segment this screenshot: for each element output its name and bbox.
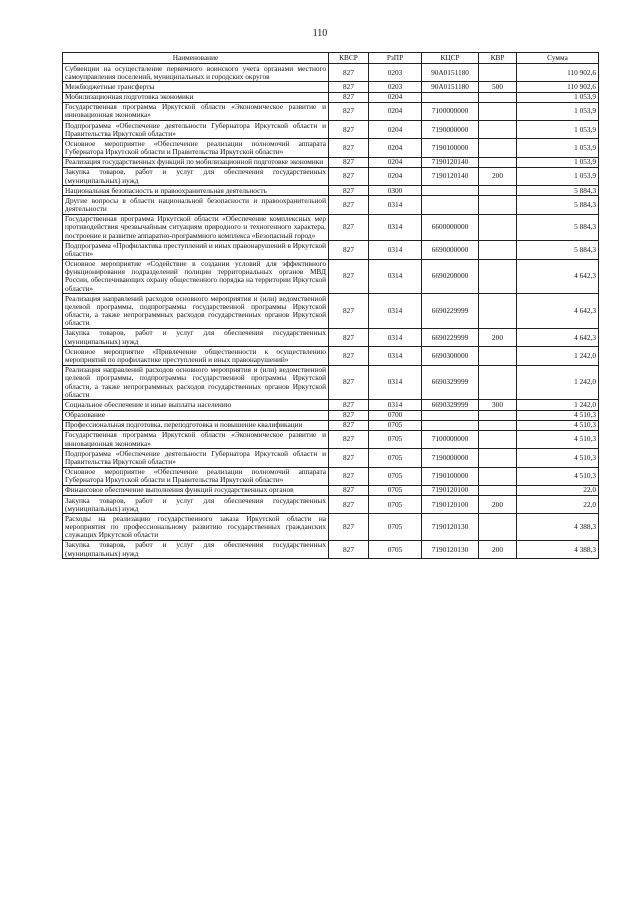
row-kvr xyxy=(479,449,517,467)
row-kvsr: 827 xyxy=(329,102,369,120)
row-kcsr: 7100000000 xyxy=(422,430,479,448)
row-name: Образование xyxy=(63,410,329,420)
row-kcsr: 7100000000 xyxy=(422,102,479,120)
row-kvr xyxy=(479,139,517,157)
row-rzpr: 0314 xyxy=(369,347,422,365)
table-row xyxy=(63,328,599,346)
row-kcsr: 7190000000 xyxy=(422,121,479,139)
table-header-row xyxy=(63,53,599,64)
row-name: Закупка товаров, работ и услуг для обеспечения государственных (муниципальных) нужд xyxy=(63,167,329,185)
row-name: Национальная безопасность и правоохранительная деятельность xyxy=(63,186,329,196)
row-sum: 4 642,3 xyxy=(517,328,599,346)
row-kvr xyxy=(479,241,517,259)
table-row xyxy=(63,241,599,259)
row-sum: 110 902,6 xyxy=(517,82,599,92)
budget-table xyxy=(62,52,599,559)
row-kcsr xyxy=(422,186,479,196)
row-rzpr: 0705 xyxy=(369,449,422,467)
row-name: Государственная программа Иркутской области «Обеспечение комплексных мер противодействия чрезвычайным ситуациям природного и техногенного характера, построение и развитие аппаратно-программного комплекса «Безопасный город» xyxy=(63,214,329,241)
row-name: Закупка товаров, работ и услуг для обеспечения государственных (муниципальных) нужд xyxy=(63,540,329,558)
row-sum: 5 884,3 xyxy=(517,186,599,196)
row-kvr: 200 xyxy=(479,540,517,558)
row-kvsr: 827 xyxy=(329,64,369,82)
table-row xyxy=(63,540,599,558)
row-kvsr: 827 xyxy=(329,420,369,430)
row-name: Реализация направлений расходов основного мероприятия и (или) ведомственной целевой программы, подпрограммы государственной программы Иркутской области, а также непрограммных расходов государственных органов Иркутской области xyxy=(63,365,329,400)
table-row xyxy=(63,485,599,495)
row-kvr xyxy=(479,514,517,541)
row-rzpr: 0203 xyxy=(369,82,422,92)
row-sum: 22,0 xyxy=(517,496,599,514)
row-kvr xyxy=(479,365,517,400)
table-row xyxy=(63,167,599,185)
row-sum: 4 510,3 xyxy=(517,467,599,485)
row-rzpr: 0705 xyxy=(369,485,422,495)
row-rzpr: 0314 xyxy=(369,400,422,410)
row-kvsr: 827 xyxy=(329,214,369,241)
row-sum: 4 510,3 xyxy=(517,410,599,420)
row-rzpr: 0204 xyxy=(369,139,422,157)
row-kvr: 200 xyxy=(479,496,517,514)
row-sum: 4 510,3 xyxy=(517,420,599,430)
row-kvr: 200 xyxy=(479,167,517,185)
row-kcsr: 6690200000 xyxy=(422,259,479,294)
table-row xyxy=(63,82,599,92)
row-sum: 4 388,3 xyxy=(517,540,599,558)
row-kcsr: 90А0151180 xyxy=(422,82,479,92)
row-kvsr: 827 xyxy=(329,328,369,346)
row-kvsr: 827 xyxy=(329,186,369,196)
row-sum: 4 388,3 xyxy=(517,514,599,541)
row-kvsr: 827 xyxy=(329,347,369,365)
row-rzpr: 0204 xyxy=(369,102,422,120)
row-sum: 5 884,3 xyxy=(517,196,599,214)
row-kvr xyxy=(479,214,517,241)
row-kvr xyxy=(479,485,517,495)
row-name: Социальное обеспечение и иные выплаты населению xyxy=(63,400,329,410)
row-kcsr xyxy=(422,196,479,214)
row-name: Закупка товаров, работ и услуг для обеспечения государственных (муниципальных) нужд xyxy=(63,496,329,514)
row-kcsr xyxy=(422,92,479,102)
row-kcsr: 6690229999 xyxy=(422,294,479,329)
row-sum: 1 053,9 xyxy=(517,121,599,139)
row-rzpr: 0314 xyxy=(369,241,422,259)
row-rzpr: 0314 xyxy=(369,365,422,400)
row-sum: 1 053,9 xyxy=(517,157,599,167)
row-rzpr: 0700 xyxy=(369,410,422,420)
row-kvsr: 827 xyxy=(329,410,369,420)
row-rzpr: 0705 xyxy=(369,420,422,430)
row-kvr: 500 xyxy=(479,82,517,92)
row-sum: 1 242,0 xyxy=(517,365,599,400)
row-kvr xyxy=(479,121,517,139)
row-name: Субвенции на осуществление первичного воинского учета органами местного самоуправления поселений, муниципальных и городских округов xyxy=(63,64,329,82)
row-kvsr: 827 xyxy=(329,496,369,514)
row-kvr: 300 xyxy=(479,400,517,410)
table-row xyxy=(63,514,599,541)
row-kvsr: 827 xyxy=(329,540,369,558)
row-name: Реализация государственных функций по мобилизационной подготовке экономики xyxy=(63,157,329,167)
row-kvsr: 827 xyxy=(329,430,369,448)
header-rzpr: РзПР xyxy=(369,53,422,64)
row-rzpr: 0203 xyxy=(369,64,422,82)
header-kvr: КВР xyxy=(479,53,517,64)
row-rzpr: 0705 xyxy=(369,496,422,514)
row-kvsr: 827 xyxy=(329,294,369,329)
row-rzpr: 0314 xyxy=(369,214,422,241)
row-rzpr: 0204 xyxy=(369,92,422,102)
row-kvsr: 827 xyxy=(329,400,369,410)
row-rzpr: 0300 xyxy=(369,186,422,196)
row-kvsr: 827 xyxy=(329,139,369,157)
row-kcsr: 6690229999 xyxy=(422,328,479,346)
row-kvsr: 827 xyxy=(329,259,369,294)
header-kcsr: КЦСР xyxy=(422,53,479,64)
table-row xyxy=(63,347,599,365)
table-row xyxy=(63,400,599,410)
row-rzpr: 0705 xyxy=(369,514,422,541)
table-row xyxy=(63,410,599,420)
table-row xyxy=(63,420,599,430)
row-kvr xyxy=(479,467,517,485)
row-rzpr: 0204 xyxy=(369,167,422,185)
row-kcsr xyxy=(422,410,479,420)
row-kvsr: 827 xyxy=(329,196,369,214)
row-kcsr: 6690329999 xyxy=(422,400,479,410)
row-kcsr: 6690300000 xyxy=(422,347,479,365)
row-name: Основное мероприятие «Обеспечение реализации полномочий аппарата Губернатора Иркутской области и Правительства Иркутской области» xyxy=(63,467,329,485)
row-name: Подпрограмма «Обеспечение деятельности Губернатора Иркутской области и Правительства Иркутской области» xyxy=(63,121,329,139)
page-number: 110 xyxy=(312,28,328,39)
row-kvsr: 827 xyxy=(329,365,369,400)
table-row xyxy=(63,92,599,102)
row-rzpr: 0705 xyxy=(369,540,422,558)
table-body xyxy=(63,64,599,559)
table-row xyxy=(63,139,599,157)
row-sum: 1 053,9 xyxy=(517,92,599,102)
row-kcsr: 7190120130 xyxy=(422,514,479,541)
row-sum: 1 053,9 xyxy=(517,139,599,157)
row-rzpr: 0314 xyxy=(369,294,422,329)
row-kvr xyxy=(479,430,517,448)
row-sum: 4 642,3 xyxy=(517,294,599,329)
row-kcsr: 7190120100 xyxy=(422,485,479,495)
row-sum: 5 884,3 xyxy=(517,214,599,241)
row-name: Основное мероприятие «Содействие в создании условий для эффективного функционирования подразделений полиции территориальных органов МВД России, обеспечивающих охрану общественного порядка на территории Иркутской области» xyxy=(63,259,329,294)
table-row xyxy=(63,496,599,514)
table-row xyxy=(63,430,599,448)
row-kcsr: 7190120140 xyxy=(422,157,479,167)
row-name: Основное мероприятие «Привлечение общественности к осуществлению мероприятий по профилактике преступлений и иных правонарушений» xyxy=(63,347,329,365)
row-kcsr xyxy=(422,420,479,430)
row-name: Основное мероприятие «Обеспечение реализации полномочий аппарата Губернатора Иркутской области и Правительства Иркутской области» xyxy=(63,139,329,157)
row-sum: 4 642,3 xyxy=(517,259,599,294)
table-row xyxy=(63,467,599,485)
row-name: Межбюджетные трансферты xyxy=(63,82,329,92)
table-row xyxy=(63,259,599,294)
row-name: Другие вопросы в области национальной безопасности и правоохранительной деятельности xyxy=(63,196,329,214)
row-kcsr: 90А0151180 xyxy=(422,64,479,82)
row-kcsr: 7190100000 xyxy=(422,467,479,485)
row-rzpr: 0314 xyxy=(369,328,422,346)
header-name: Наименование xyxy=(63,53,329,64)
row-kcsr: 6600000000 xyxy=(422,214,479,241)
row-kvsr: 827 xyxy=(329,449,369,467)
table-row xyxy=(63,121,599,139)
table-row xyxy=(63,294,599,329)
table-row xyxy=(63,157,599,167)
row-kcsr: 6690000000 xyxy=(422,241,479,259)
row-kvr xyxy=(479,420,517,430)
row-kvsr: 827 xyxy=(329,485,369,495)
row-name: Государственная программа Иркутской области «Экономическое развитие и инновационная экономика» xyxy=(63,430,329,448)
row-kcsr: 6690329999 xyxy=(422,365,479,400)
row-kvsr: 827 xyxy=(329,157,369,167)
row-rzpr: 0314 xyxy=(369,196,422,214)
row-kvr xyxy=(479,196,517,214)
table-row xyxy=(63,64,599,82)
row-kvr xyxy=(479,410,517,420)
row-sum: 5 884,3 xyxy=(517,241,599,259)
row-kcsr: 7190100000 xyxy=(422,139,479,157)
row-kcsr: 7190120130 xyxy=(422,540,479,558)
row-kvr xyxy=(479,157,517,167)
row-kvsr: 827 xyxy=(329,121,369,139)
row-sum: 1 242,0 xyxy=(517,400,599,410)
row-kcsr: 7190120100 xyxy=(422,496,479,514)
row-name: Мобилизационная подготовка экономики xyxy=(63,92,329,102)
row-kvsr: 827 xyxy=(329,92,369,102)
row-sum: 1 242,0 xyxy=(517,347,599,365)
row-sum: 4 510,3 xyxy=(517,430,599,448)
row-rzpr: 0705 xyxy=(369,467,422,485)
row-sum: 4 510,3 xyxy=(517,449,599,467)
row-kvsr: 827 xyxy=(329,241,369,259)
row-name: Финансовое обеспечение выполнения функций государственных органов xyxy=(63,485,329,495)
row-name: Расходы на реализацию государственного заказа Иркутской области на мероприятия по профессиональному развитию государственных гражданских служащих Иркутской области xyxy=(63,514,329,541)
row-sum: 1 053,9 xyxy=(517,102,599,120)
row-kvr xyxy=(479,186,517,196)
row-name: Подпрограмма «Обеспечение деятельности Губернатора Иркутской области и Правительства Иркутской области» xyxy=(63,449,329,467)
table-row xyxy=(63,102,599,120)
row-kvr xyxy=(479,64,517,82)
row-rzpr: 0705 xyxy=(369,430,422,448)
header-kvsr: КВСР xyxy=(329,53,369,64)
row-kvsr: 827 xyxy=(329,167,369,185)
table-row xyxy=(63,365,599,400)
row-name: Закупка товаров, работ и услуг для обеспечения государственных (муниципальных) нужд xyxy=(63,328,329,346)
row-kvsr: 827 xyxy=(329,514,369,541)
row-kvr xyxy=(479,102,517,120)
header-sum: Сумма xyxy=(517,53,599,64)
row-name: Подпрограмма «Профилактика преступлений и иных правонарушений в Иркутской области» xyxy=(63,241,329,259)
row-kvr xyxy=(479,294,517,329)
row-kvsr: 827 xyxy=(329,82,369,92)
row-kvr xyxy=(479,347,517,365)
row-kcsr: 7190000000 xyxy=(422,449,479,467)
table-row xyxy=(63,186,599,196)
row-rzpr: 0204 xyxy=(369,121,422,139)
table-row xyxy=(63,449,599,467)
table-row xyxy=(63,196,599,214)
table-row xyxy=(63,214,599,241)
row-rzpr: 0204 xyxy=(369,157,422,167)
row-kvr: 200 xyxy=(479,328,517,346)
row-sum: 110 902,6 xyxy=(517,64,599,82)
row-name: Государственная программа Иркутской области «Экономическое развитие и инновационная экономика» xyxy=(63,102,329,120)
row-sum: 1 053,9 xyxy=(517,167,599,185)
row-name: Профессиональная подготовка, переподготовка и повышение квалификации xyxy=(63,420,329,430)
row-kvr xyxy=(479,92,517,102)
row-name: Реализация направлений расходов основного мероприятия и (или) ведомственной целевой программы, подпрограммы государственной программы Иркутской области, а также непрограммных расходов государственных органов Иркутской области xyxy=(63,294,329,329)
row-rzpr: 0314 xyxy=(369,259,422,294)
row-kvsr: 827 xyxy=(329,467,369,485)
row-kcsr: 7190120140 xyxy=(422,167,479,185)
row-sum: 22,0 xyxy=(517,485,599,495)
row-kvr xyxy=(479,259,517,294)
